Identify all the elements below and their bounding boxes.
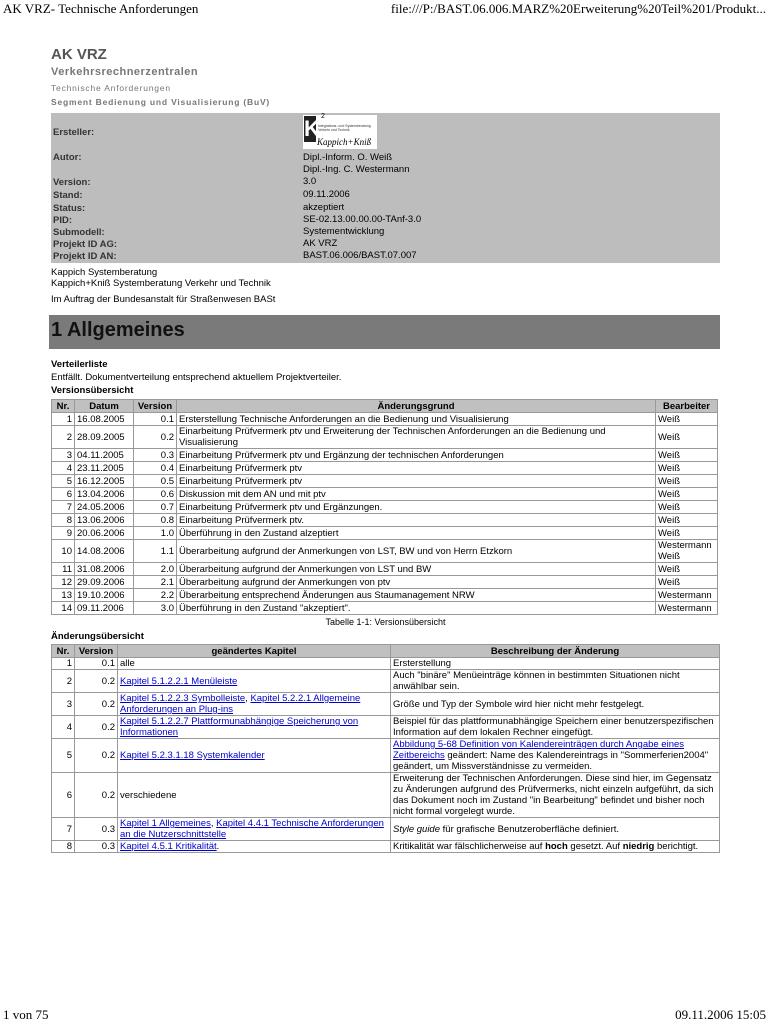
meta-value-projekt-ag: AK VRZ	[303, 238, 338, 249]
table-row: 2 28.09.2005 0.2 Einarbeitung Prüfvermerk ptv und Erweiterung der Technischen Anforderungen an die Bedienung und Visualisierung Weiß	[52, 426, 718, 449]
table-row: 4 0.2 Kapitel 5.1.2.2.7 Plattformunabhängige Speicherung von Informationen Beispiel für das plattformunabhängige Speichern einer benutzerspezifischen Information auf dem lokalen Rechner eingefügt.	[52, 716, 720, 739]
logo-small-text: Integrations- und Systemberatung Verkehr und Technik	[318, 124, 371, 132]
meta-label-version: Version:	[53, 177, 91, 188]
table-row: 3 04.11.2005 0.3 Einarbeitung Prüfvermerk ptv und Ergänzung der technischen Anforderungen Weiß	[52, 449, 718, 462]
meta-label-submodell: Submodell:	[53, 227, 105, 238]
table-row: 5 0.2 Kapitel 5.2.3.1.18 Systemkalender Abbildung 5-68 Definition von Kalendereinträgen durch Angabe eines Zeitbereichs geändert: Name des Kalendereintrags in "Sommerferien2004" geändert, um Missverständnisse zu vermeiden.	[52, 739, 720, 773]
changes-heading: Änderungsübersicht	[51, 631, 144, 642]
autor-1: Dipl.-Inform. O. Weiß	[303, 152, 393, 163]
table-row: 5 16.12.2005 0.5 Einarbeitung Prüfvermerk ptv Weiß	[52, 475, 718, 488]
col-kapitel: geändertes Kapitel	[118, 645, 391, 658]
ersteller-label: Ersteller:	[53, 127, 95, 138]
print-timestamp: 09.11.2006 15:05	[675, 1007, 766, 1022]
col-beschreibung: Beschreibung der Änderung	[391, 645, 720, 658]
table-row: 12 29.09.2006 2.1 Überarbeitung aufgrund der Anmerkungen von ptv Weiß	[52, 576, 718, 589]
section-title: 1 Allgemeines	[51, 319, 185, 341]
versions-heading: Versionsübersicht	[51, 385, 134, 396]
table-row: 6 13.04.2006 0.6 Diskussion mit dem AN und mit ptv Weiß	[52, 488, 718, 501]
autor-2: Dipl.-Ing. C. Westermann	[303, 164, 410, 175]
table-row: 13 19.10.2006 2.2 Überarbeitung entsprechend Änderungen aus Staumanagement NRW Westermann	[52, 589, 718, 602]
table-row: 11 31.08.2006 2.0 Überarbeitung aufgrund der Anmerkungen von LST und BW Weiß	[52, 563, 718, 576]
table-row: 4 23.11.2005 0.4 Einarbeitung Prüfvermerk ptv Weiß	[52, 462, 718, 475]
page-count: 1 von 75	[3, 1007, 49, 1022]
chapter-link[interactable]: Kapitel 5.2.2.1 Allgemeine Anforderungen an Plug-ins	[120, 693, 361, 715]
company-logo: K 2 Integrations- und Systemberatung Verkehr und Technik Kappich+Kniß	[303, 115, 377, 149]
chapter-link[interactable]: Kapitel 5.1.2.2.1 Menüleiste	[120, 675, 238, 687]
section-heading-bar	[49, 315, 720, 349]
figure-link[interactable]: Abbildung 5-68 Definition von Kalendereinträgen durch Angabe eines Zeitbereichs	[393, 739, 685, 761]
doc-subtitle: Verkehrsrechnerzentralen	[51, 66, 199, 78]
chapter-link[interactable]: Kapitel 4.5.1 Kritikalität	[120, 841, 217, 852]
table-row: 14 09.11.2006 3.0 Überführung in den Zustand "akzeptiert". Westermann	[52, 602, 718, 615]
chapter-link[interactable]: Kapitel 5.1.2.2.3 Symbolleiste	[120, 693, 246, 704]
org-line-2: Kappich+Kniß Systemberatung Verkehr und Technik	[51, 278, 271, 289]
versions-body	[52, 413, 718, 615]
logo-k-icon: K	[304, 116, 320, 141]
autor-label: Autor:	[53, 152, 82, 163]
chapter-link[interactable]: Kapitel 1 Allgemeines	[120, 818, 211, 829]
org-line-1: Kappich Systemberatung	[51, 267, 158, 278]
doc-subtitle-2: Technische Anforderungen	[51, 83, 171, 93]
table-row: 2 0.2 Kapitel 5.1.2.2.1 Menüleiste Auch "binäre" Menüeinträge können in bestimmten Situationen nicht anwählbar sein.	[52, 670, 720, 693]
meta-label-projekt-an: Projekt ID AN:	[53, 251, 117, 262]
table-row: 3 0.2 Kapitel 5.1.2.2.3 Symbolleiste, Kapitel 5.2.2.1 Allgemeine Anforderungen an Plug-ins Größe und Typ der Symbole wird hier nicht mehr festgelegt.	[52, 693, 720, 716]
col-grund: Änderungsgrund	[177, 400, 656, 413]
verteiler-text: Entfällt. Dokumentverteilung entsprechend aktuellem Projektverteiler.	[51, 372, 342, 383]
col-nr: Nr.	[52, 645, 75, 658]
meta-label-status: Status:	[53, 203, 86, 214]
table-row: 8 13.06.2006 0.8 Einarbeitung Prüfvermerk ptv. Weiß	[52, 514, 718, 527]
table-row: 10 14.08.2006 1.1 Überarbeitung aufgrund der Anmerkungen von LST, BW und von Herrn Etzkorn Westermann Weiß	[52, 540, 718, 563]
document-content	[51, 46, 720, 853]
versions-caption: Tabelle 1-1: Versionsübersicht	[325, 617, 446, 627]
doc-subtitle-3: Segment Bedienung und Visualisierung (BuV)	[51, 97, 271, 107]
col-datum: Datum	[75, 400, 134, 413]
changes-table	[51, 644, 720, 853]
table-row: 1 0.1 alle Ersterstellung	[52, 658, 720, 670]
meta-value-version: 3.0	[303, 176, 317, 187]
meta-value-projekt-an: BAST.06.006/BAST.07.007	[303, 250, 417, 261]
versions-table	[51, 399, 718, 615]
meta-box	[51, 113, 720, 263]
chapter-link[interactable]: Kapitel 5.1.2.2.7 Plattformunabhängige Speicherung von Informationen	[120, 716, 359, 738]
col-bearbeiter: Bearbeiter	[656, 400, 718, 413]
meta-value-pid: SE-02.13.00.00.00-TAnf-3.0	[303, 214, 422, 225]
col-version: Version	[75, 645, 118, 658]
table-row: 6 0.2 verschiedene Erweiterung der Technischen Anforderungen. Diese sind hier, im Gegensatz zu Änderungen aufgrund des Prüfvermerks, nicht einzeln aufgeführt, da sich das Dokument noch im Zustand "in Bearbeitung" befindet und bisher noch nicht formal vorgelegt wurde.	[52, 773, 720, 818]
table-row: 9 20.06.2006 1.0 Überführung in den Zustand alzeptiert Weiß	[52, 527, 718, 540]
meta-label-projekt-ag: Projekt ID AG:	[53, 239, 118, 250]
versions-header-row	[52, 400, 718, 413]
organisation-block	[51, 267, 720, 305]
col-nr: Nr.	[52, 400, 75, 413]
table-row: 8 0.3 Kapitel 4.5.1 Kritikalität. Kritikalität war fälschlicherweise auf hoch gesetzt. Auf niedrig berichtigt.	[52, 841, 720, 853]
verteiler-heading: Verteilerliste	[51, 359, 108, 370]
col-version: Version	[134, 400, 177, 413]
changes-header-row	[52, 645, 720, 658]
table-row: 7 0.3 Kapitel 1 Allgemeines, Kapitel 4.4.1 Technische Anforderungen an die Nutzerschnittstelle Style guide für grafische Benutzeroberfläche definiert.	[52, 818, 720, 841]
chapter-link[interactable]: Kapitel 5.2.3.1.18 Systemkalender	[120, 750, 265, 761]
print-header-url: file:///P:/BAST.06.006.MARZ%20Erweiterung%20Teil%201/Produkt...	[390, 1, 766, 16]
table-row: 1 16.08.2005 0.1 Ersterstellung Technische Anforderungen an die Bedienung und Visualisierung Weiß	[52, 413, 718, 426]
print-header-title: AK VRZ- Technische Anforderungen	[3, 1, 199, 16]
meta-label-stand: Stand:	[53, 190, 83, 201]
meta-value-status: akzeptiert	[303, 202, 345, 213]
meta-label-pid: PID:	[53, 215, 72, 226]
print-header	[0, 0, 770, 18]
meta-value-submodell: Systementwicklung	[303, 226, 385, 237]
meta-value-stand: 09.11.2006	[303, 189, 350, 200]
doc-title: AK VRZ	[51, 46, 107, 63]
chapter-link[interactable]: Kapitel 4.4.1 Technische Anforderungen an die Nutzerschnittstelle	[120, 818, 384, 840]
logo-brand: Kappich+Kniß	[317, 137, 372, 147]
table-row: 7 24.05.2006 0.7 Einarbeitung Prüfvermerk ptv und Ergänzungen. Weiß	[52, 501, 718, 514]
org-line-3: Im Auftrag der Bundesanstalt für Straßenwesen BASt	[51, 294, 276, 305]
